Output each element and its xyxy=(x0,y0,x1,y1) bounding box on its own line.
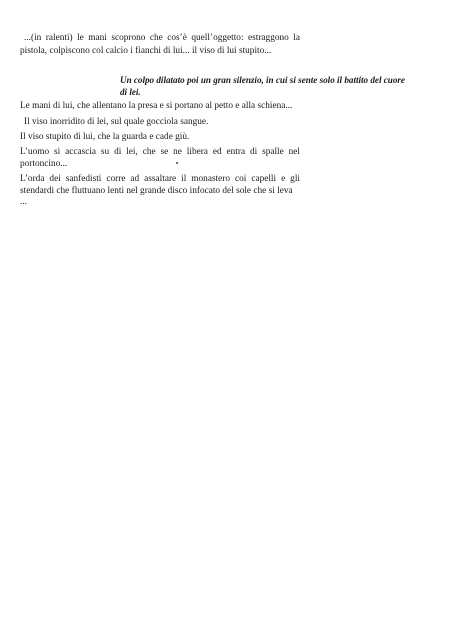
paragraph-6-line-1: L’orda dei sanfedisti corre ad assaltare il monastero coi capelli e gli xyxy=(20,174,300,184)
scan-speck xyxy=(176,162,178,164)
stage-direction-line-2: di lei. xyxy=(120,87,141,97)
paragraph-5-line-1: L’uomo si accascia su di lei, che se ne libera ed entra di spalle nel xyxy=(20,147,300,157)
paragraph-6-line-2: stendardi che fluttuano lenti nel grande disco infocato del sole che si leva xyxy=(20,186,293,196)
paragraph-5-line-2: portoncino... xyxy=(20,159,68,169)
paragraph-1-line-1: ...(in ralenti) le mani scoprono che cos’è quell’oggetto: estraggono la xyxy=(24,33,300,43)
paragraph-6-line-3: ... xyxy=(20,197,27,207)
paragraph-4-line-1: Il viso stupito di lui, che la guarda e cade giù. xyxy=(20,132,190,142)
paragraph-3-line-1: Il viso inorridito di lei, sul quale gocciola sangue. xyxy=(24,117,209,127)
paragraph-2-line-1: Le mani di lui, che allentano la presa e si portano al petto e alla schiena... xyxy=(20,101,293,111)
paragraph-1-line-2: pistola, colpiscono col calcio i fianchi di lui... il viso di lui stupito... xyxy=(20,46,272,56)
stage-direction-line-1: Un colpo dilatato poi un gran silenzio, in cui si sente solo il battito del cuore xyxy=(120,75,405,85)
